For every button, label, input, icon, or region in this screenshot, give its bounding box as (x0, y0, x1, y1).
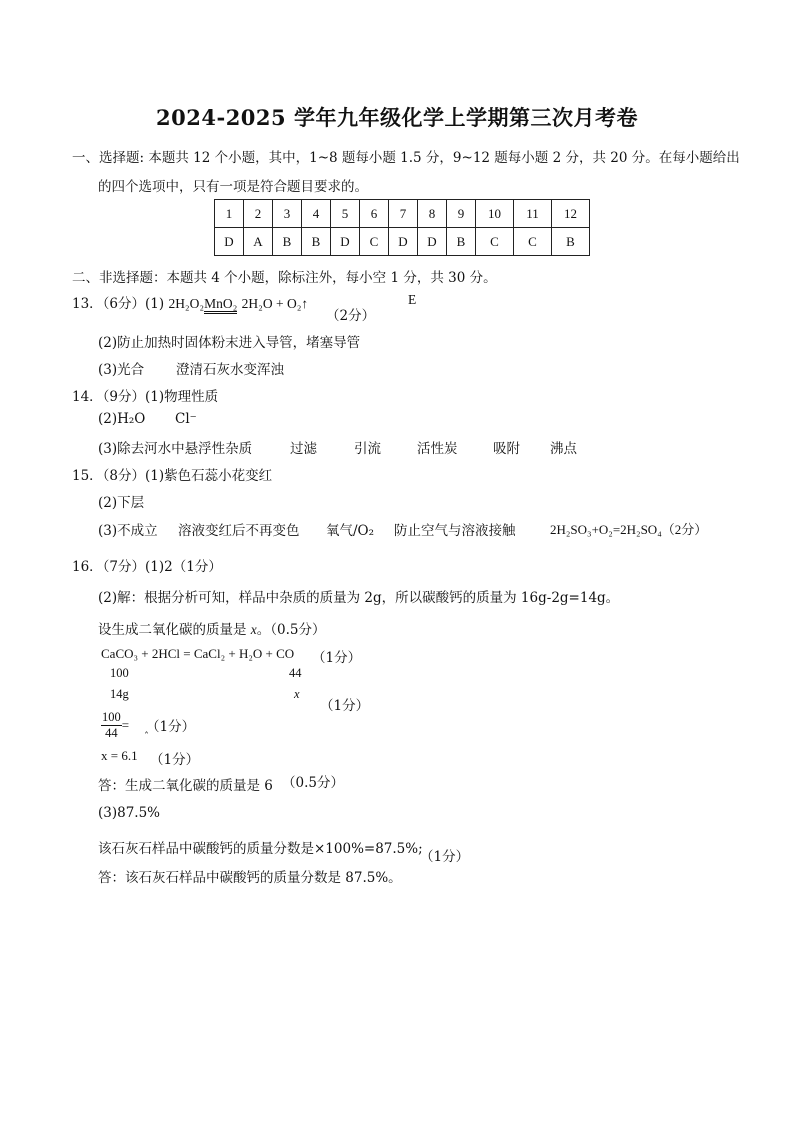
q16-molar-caco3: 100 (110, 666, 129, 680)
q13-answer-e: E (408, 292, 417, 307)
page-title: 2024-2025 学年九年级化学上学期第三次月考卷 (156, 105, 638, 130)
q13-part3-a: (3)光合 (98, 362, 145, 378)
section1-instructions-line2: 的四个选项中，只有一项是符合题目要求的。 (98, 179, 368, 195)
q16-answer: 答：生成二氧化碳的质量是 6 (98, 778, 273, 794)
q13-line1 (72, 292, 308, 312)
q16-answer-score: （0.5分） (282, 775, 344, 791)
q16-caret-mark: ˆ (144, 732, 149, 743)
answer-choice-cell: D (331, 228, 360, 256)
q14-part2-b: Cl⁻ (175, 411, 197, 427)
q13-equation-left: 2H₂O₂ (168, 296, 205, 311)
section1-instructions-line1: 一、选择题: 本题共 12 个小题，其中，1~8 题每小题 1.5 分，9~12 题每小题 2 分，共 20 分。在每小题给出 (72, 150, 740, 166)
section2-heading: 二、非选择题：本题共 4 个小题，除标注外，每小空 1 分，共 30 分。 (72, 270, 497, 286)
q16-mass-caco3: 14g (110, 687, 129, 701)
q14-part3-carbon: 活性炭 (417, 441, 458, 457)
q15-part3-b: 溶液变红后不再变色 (178, 523, 300, 539)
q16-equation-score: （1分） (312, 650, 362, 666)
q13-part3-b: 澄清石灰水变浑浊 (176, 362, 284, 378)
answer-number-cell: 6 (360, 200, 389, 228)
answer-number-cell: 1 (215, 200, 244, 228)
q16-solution: x = 6.1 (101, 748, 138, 763)
q16-let-line (98, 618, 326, 638)
q16-ratio-equals: = (121, 717, 130, 733)
answer-choice-cell: B (302, 228, 331, 256)
answer-choice-cell: C (360, 228, 389, 256)
answer-choice-cell: C (514, 228, 552, 256)
q16-let-variable: x (250, 622, 257, 637)
answer-number-cell: 3 (273, 200, 302, 228)
q16-fraction-line: 该石灰石样品中碳酸钙的质量分数是×100%=87.5%; (98, 841, 423, 857)
answer-choice-cell: B (552, 228, 590, 256)
q16-final-answer: 答：该石灰石样品中碳酸钙的质量分数是 87.5%。 (98, 870, 402, 886)
answer-table-answer-row (215, 228, 590, 256)
q16-solution-score: （1分） (150, 752, 200, 768)
answer-number-cell: 4 (302, 200, 331, 228)
answer-choice-cell: D (215, 228, 244, 256)
q15-part3-d: 防止空气与溶液接触 (394, 523, 516, 539)
answer-number-cell: 11 (514, 200, 552, 228)
q16-fraction-line-score: （1分） (420, 849, 470, 865)
q14-part3-adsorb: 吸附 (493, 441, 520, 457)
answer-table-number-row (215, 200, 590, 228)
q14-part2-a: (2)H₂O (98, 411, 146, 427)
q16-row-score: （1分） (320, 698, 370, 714)
q16-ratio-fraction (101, 710, 122, 741)
q15-equation: 2H₂SO₃+O₂=2H₂SO₄（2分） (550, 522, 708, 537)
q13-catalyst: MnO₂ (204, 296, 237, 314)
answer-choice-cell: B (447, 228, 476, 256)
answer-number-cell: 10 (476, 200, 514, 228)
answer-number-cell: 9 (447, 200, 476, 228)
q14-line1: 14．（9分）(1)物理性质 (72, 389, 219, 405)
q14-part3-filter: 过滤 (290, 441, 317, 457)
q16-let-score: 。（0.5分） (256, 622, 326, 638)
answer-choice-cell: B (273, 228, 302, 256)
q13-equation-score: （2分） (326, 308, 376, 324)
q14-part3-text: (3)除去河水中悬浮性杂质 (98, 441, 253, 457)
q16-ratio (101, 710, 129, 741)
q16-mass-co2: x (294, 687, 300, 701)
q13-number: 13．（6分）(1) (72, 296, 165, 312)
q14-part3-boiling: 沸点 (550, 441, 577, 457)
answer-choice-cell: C (476, 228, 514, 256)
q15-line1: 15．（8分）(1)紫色石蕊小花变红 (72, 468, 273, 484)
q15-part3-a: (3)不成立 (98, 523, 158, 539)
q16-ratio-score: （1分） (146, 719, 196, 735)
q15-part2: (2)下层 (98, 495, 145, 511)
q16-part3: (3)87.5% (98, 805, 161, 821)
answer-choice-cell: A (244, 228, 273, 256)
q16-molar-co2: 44 (289, 666, 302, 680)
answer-choice-cell: D (389, 228, 418, 256)
q13-equation-right: 2H₂O + O₂↑ (241, 296, 309, 311)
q16-equation: CaCO₃ + 2HCl = CaCl₂ + H₂O + CO (101, 646, 295, 661)
answer-number-cell: 12 (552, 200, 590, 228)
q16-line1: 16．（7分）(1)2（1分） (72, 559, 222, 575)
q16-let-text: 设生成二氧化碳的质量是 (98, 622, 247, 638)
answer-table (214, 199, 590, 256)
answer-choice-cell: D (418, 228, 447, 256)
q16-ratio-numerator: 100 (102, 710, 121, 724)
answer-number-cell: 7 (389, 200, 418, 228)
q16-part2: (2)解：根据分析可知，样品中杂质的质量为 2g，所以碳酸钙的质量为 16g-2g=14g。 (98, 590, 620, 606)
q13-part2: (2)防止加热时固体粉末进入导管，堵塞导管 (98, 335, 361, 351)
answer-number-cell: 8 (418, 200, 447, 228)
q14-part3-guide: 引流 (354, 441, 381, 457)
answer-number-cell: 5 (331, 200, 360, 228)
q16-ratio-denominator: 44 (105, 726, 118, 740)
q15-part3-c: 氧气/O₂ (326, 523, 375, 539)
answer-number-cell: 2 (244, 200, 273, 228)
